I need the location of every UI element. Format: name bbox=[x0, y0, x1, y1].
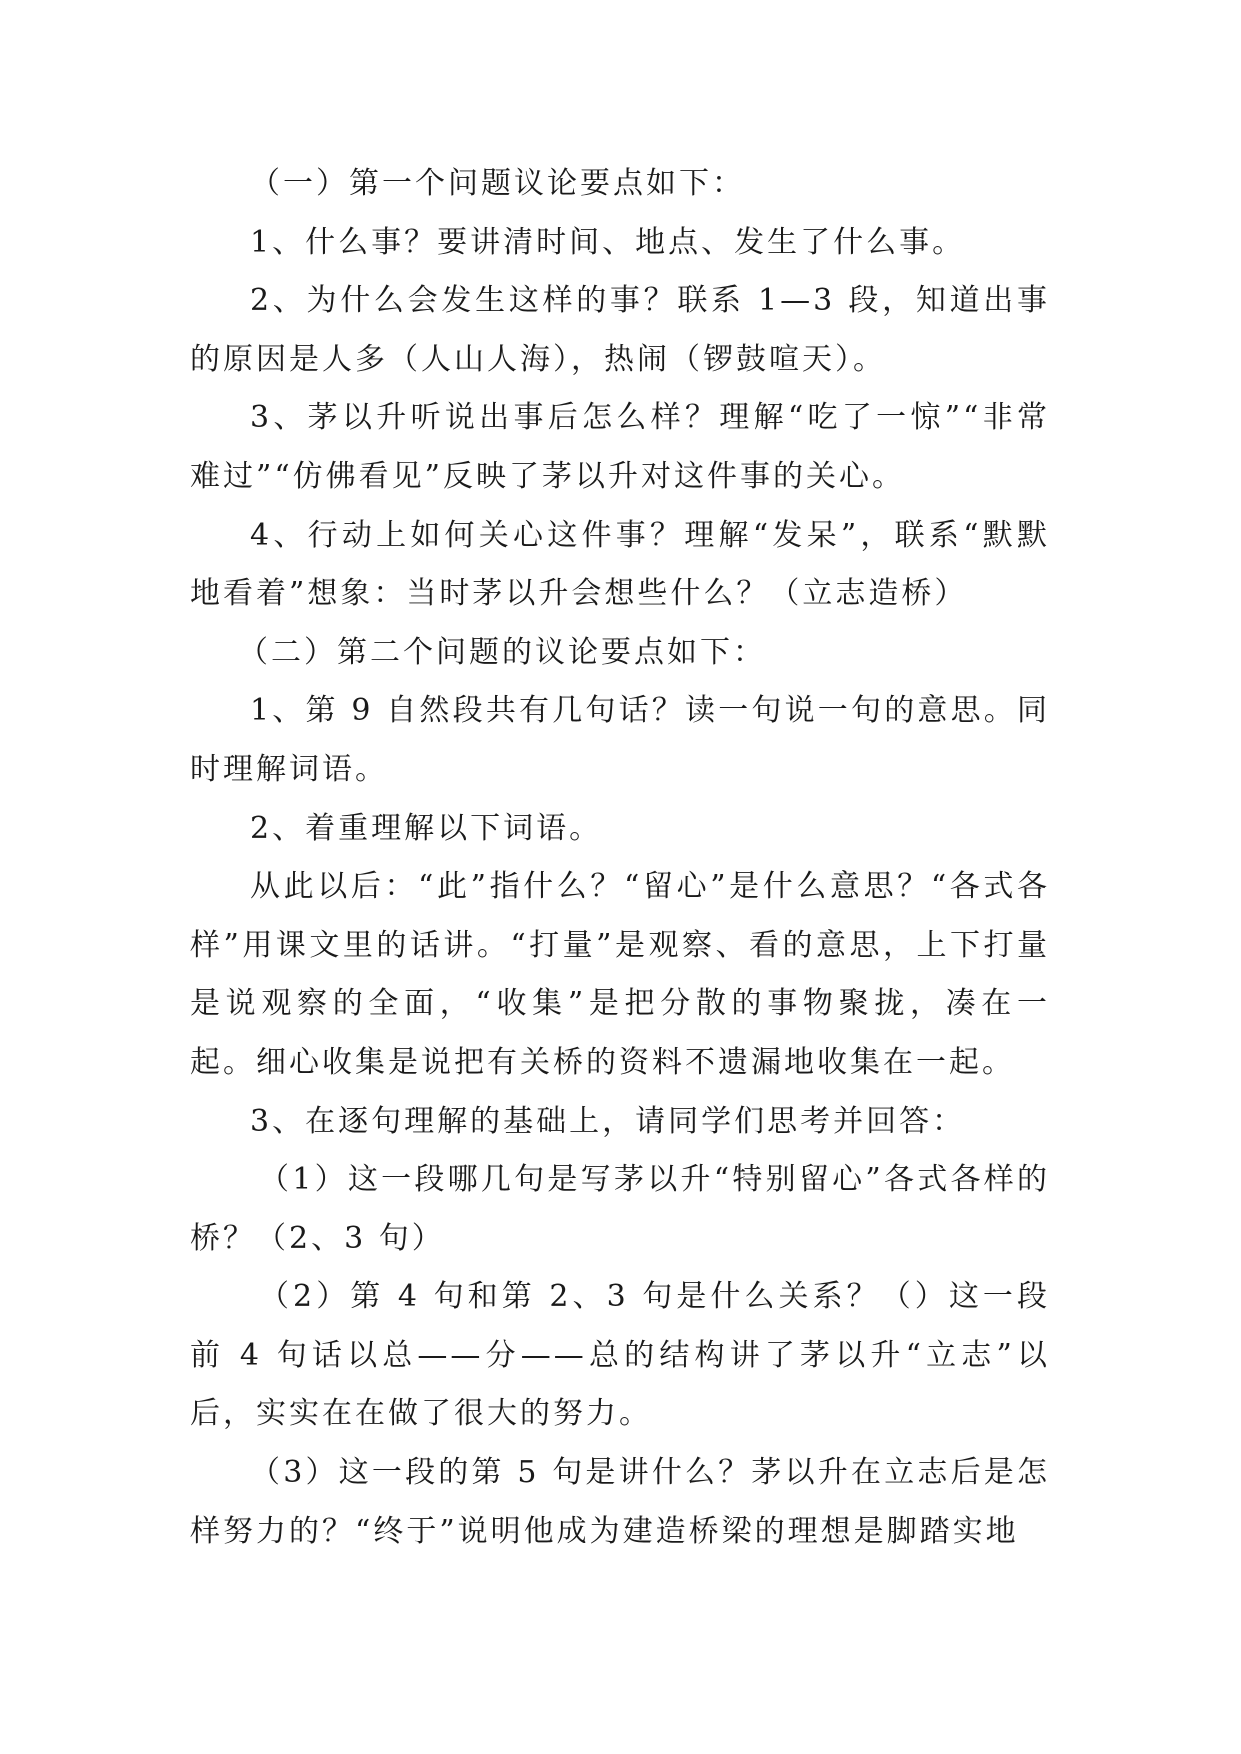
paragraph-7: 1、第 9 自然段共有几句话？读一句说一句的意思。同时理解词语。 bbox=[190, 693, 1050, 787]
paragraph-11: （1）这一段哪几句是写茅以升“特别留心”各式各样的桥？（2、3 句） bbox=[190, 1162, 1050, 1256]
paragraph-3: 2、为什么会发生这样的事？联系 1—3 段，知道出事的原因是人多（人山人海），热闹（锣鼓喧天）。 bbox=[190, 283, 1050, 377]
paragraph-6: （二）第二个问题的议论要点如下： bbox=[238, 634, 766, 670]
paragraph-10: 3、在逐句理解的基础上，请同学们思考并回答： bbox=[250, 1103, 966, 1139]
paragraph-9: 从此以后：“此”指什么？“留心”是什么意思？“各式各样”用课文里的话讲。“打量”是观察、看的意思，上下打量是说观察的全面，“收集”是把分散的事物聚拢，凑在一起。细心收集是说把有关桥的资料不遗漏地收集在一起。 bbox=[190, 869, 1050, 1080]
paragraph-5: 4、行动上如何关心这件事？理解“发呆”，联系“默默地看着”想象：当时茅以升会想些什么？（立志造桥） bbox=[190, 517, 1050, 612]
paragraph-4: 3、茅以升听说出事后怎么样？理解“吃了一惊”“非常难过”“仿佛看见”反映了茅以升对这件事的关心。 bbox=[190, 400, 1050, 494]
document-body bbox=[190, 155, 1050, 1561]
paragraph-13: （3）这一段的第 5 句是讲什么？茅以升在立志后是怎样努力的？“终于”说明他成为建造桥梁的理想是脚踏实地 bbox=[190, 1455, 1050, 1549]
paragraph-1: （一）第一个问题议论要点如下： bbox=[250, 166, 745, 201]
paragraph-8: 2、着重理解以下词语。 bbox=[250, 810, 603, 846]
paragraph-12: （2）第 4 句和第 2、3 句是什么关系？（）这一段前 4 句话以总——分——总的结构讲了茅以升“立志”以后，实实在在做了很大的努力。 bbox=[190, 1279, 1050, 1432]
paragraph-2: 1、什么事？要讲清时间、地点、发生了什么事。 bbox=[250, 224, 966, 260]
